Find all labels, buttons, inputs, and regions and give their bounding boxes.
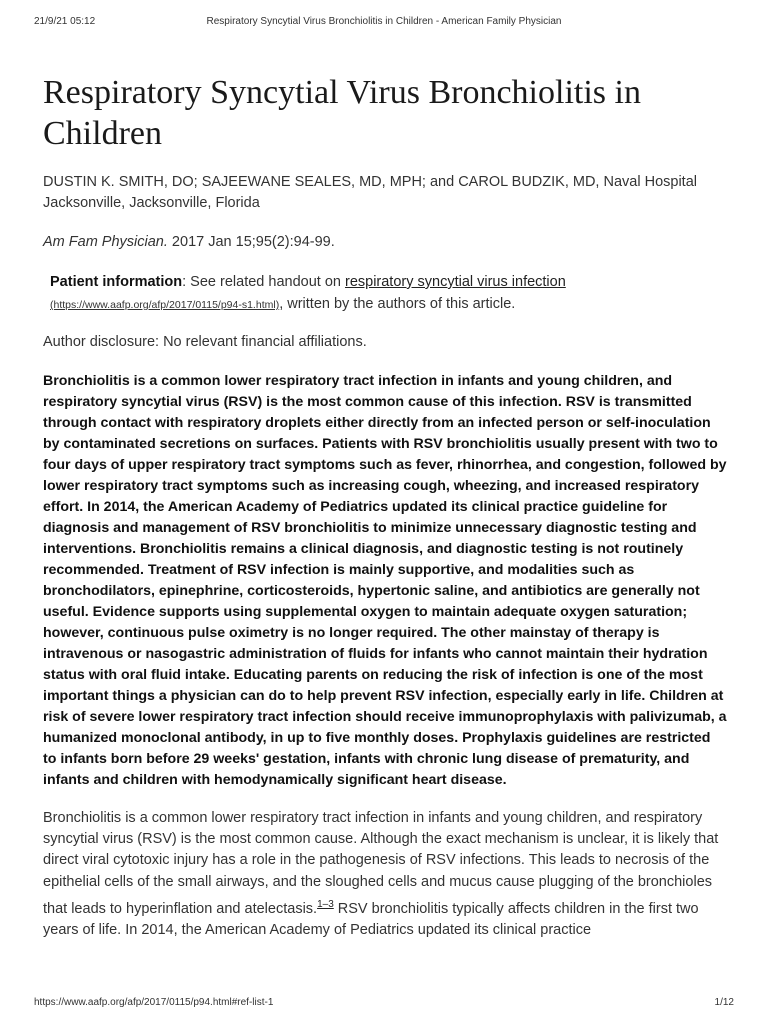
article-citation — [43, 232, 727, 253]
article-body-paragraph — [43, 808, 727, 941]
print-header — [34, 16, 734, 30]
patient-information — [43, 271, 727, 316]
print-page-title: Respiratory Syncytial Virus Bronchiolitis in Children - American Family Physician — [206, 16, 562, 27]
article-abstract: Bronchiolitis is a common lower respiratory tract infection in infants and young children, and respiratory syncytial virus (RSV) is the most common cause of this infection. RSV is transmitted through contact with respiratory droplets either directly from an infected person or self-inoculation by contaminated secretions on surfaces. Patients with RSV bronchiolitis usually present with two to four days of upper respiratory tract symptoms such as fever, rhinorrhea, and congestion, followed by lower respiratory tract symptoms such as increasing cough, wheezing, and increased respiratory effort. In 2014, the American Academy of Pediatrics updated its clinical practice guideline for diagnosis and management of RSV bronchiolitis to minimize unnecessary diagnostic testing and interventions. Bronchiolitis remains a clinical diagnosis, and diagnostic testing is not routinely recommended. Treatment of RSV infection is mainly supportive, and modalities such as bronchodilators, epinephrine, corticosteroids, hypertonic saline, and antibiotics are generally not useful. Evidence supports using supplemental oxygen to maintain adequate oxygen saturation; however, continuous pulse oximetry is no longer required. The other mainstay of therapy is intravenous or nasogastric administration of fluids for infants who cannot maintain their hydration status with oral fluid intake. Educating parents on reducing the risk of infection is one of the most important things a physician can do to help prevent RSV infection, especially early in life. Children at risk of severe lower respiratory tract infection should receive immunoprophylaxis with palivizumab, a humanized monoclonal antibody, in up to five monthly doses. Prophylaxis guidelines are restricted to infants born before 29 weeks' gestation, infants with chronic lung disease of prematurity, and infants and children with hemodynamically significant heart disease. — [43, 373, 727, 788]
patient-info-tail: , written by the authors of this article. — [279, 296, 516, 312]
patient-info-text: : See related handout on — [182, 274, 345, 290]
print-datetime: 21/9/21 05:12 — [34, 16, 96, 27]
print-footer — [34, 997, 734, 1011]
patient-info-label: Patient information — [50, 274, 183, 290]
article — [43, 72, 727, 956]
print-footer-url: https://www.aafp.org/afp/2017/0115/p94.html#ref-list-1 — [34, 997, 274, 1008]
patient-handout-link[interactable]: respiratory syncytial virus infection — [344, 274, 566, 290]
article-authors: DUSTIN K. SMITH, DO; SAJEEWANE SEALES, MD, MPH; and CAROL BUDZIK, MD, Naval Hospital Jacksonville, Jacksonville, Florida — [43, 174, 697, 211]
citation-details: 2017 Jan 15;95(2):94-99. — [167, 234, 335, 250]
article-title: Respiratory Syncytial Virus Bronchiolitis in Children — [43, 74, 641, 152]
page-number: 1/12 — [714, 997, 734, 1008]
body-text-part2: RSV bronchiolitis typically affects children in the first two years of life. In 2014, the American Academy of Pediatrics updated its clinical practice — [43, 900, 699, 938]
reference-link[interactable]: 1–3 — [317, 898, 334, 910]
author-disclosure: Author disclosure: No relevant financial affiliations. — [43, 334, 367, 350]
body-text-part1: Bronchiolitis is a common lower respiratory tract infection in infants and young children, and respiratory syncytial virus (RSV) is the most common cause. Although the exact mechanism is unclear, it is likely that direct viral cytotoxic injury has a role in the pathogenesis of RSV infections. This leads to necrosis of the epithelial cells of the small airways, and the sloughed cells and mucus cause plugging of the bronchioles that leads to hyperinflation and atelectasis. — [43, 810, 719, 917]
citation-journal: Am Fam Physician. — [43, 234, 168, 250]
patient-handout-url[interactable]: (https://www.aafp.org/afp/2017/0115/p94-s1.html) — [50, 299, 280, 311]
